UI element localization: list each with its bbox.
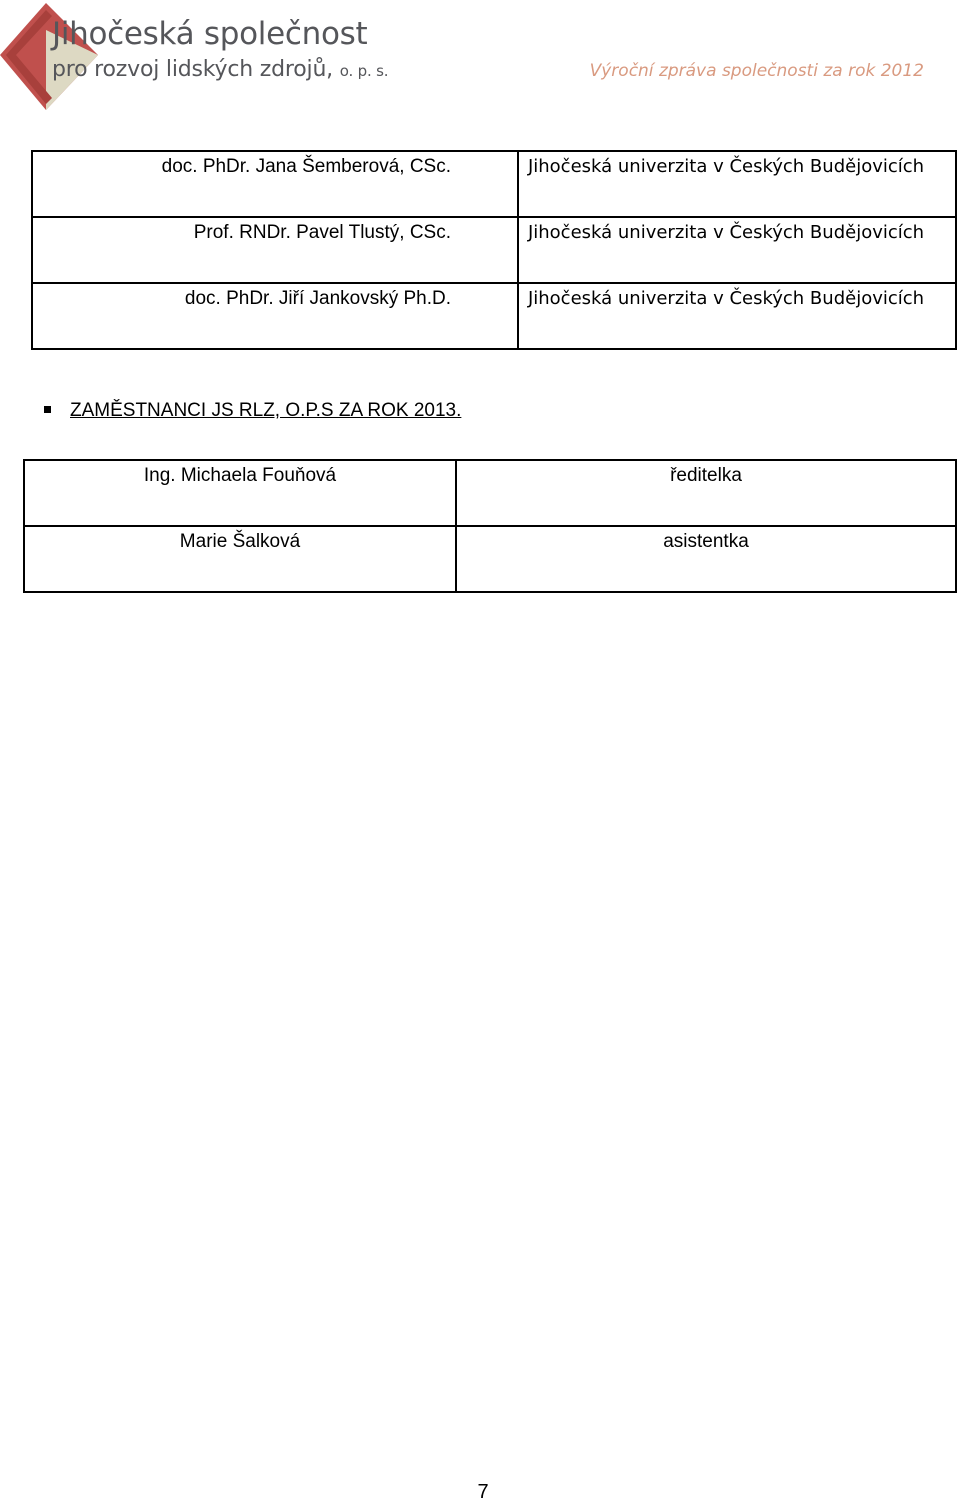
- org-legal-suffix: o. p. s.: [339, 62, 389, 80]
- square-bullet-icon: [44, 406, 51, 413]
- table-row: [24, 526, 956, 592]
- member-institution: Jihočeská univerzita v Českých Budějovicích: [518, 217, 956, 283]
- org-name-line2-text: pro rozvoj lidských zdrojů,: [52, 57, 333, 82]
- staff-heading-text: ZAMĚSTNANCI JS RLZ, O.P.S ZA ROK 2013.: [70, 400, 462, 421]
- organization-logo: [0, 0, 420, 118]
- staff-name: Marie Šalková: [24, 526, 456, 592]
- member-name: Prof. RNDr. Pavel Tlustý, CSc.: [32, 217, 518, 283]
- board-members-table: [31, 150, 957, 350]
- staff-name: Ing. Michaela Fouňová: [24, 460, 456, 526]
- table-row: [24, 460, 956, 526]
- table-row: [32, 151, 956, 217]
- staff-role: asistentka: [456, 526, 956, 592]
- staff-table: [23, 459, 957, 593]
- org-name-line1: Jihočeská společnost: [52, 16, 368, 52]
- table-row: [32, 217, 956, 283]
- report-title: Výroční zpráva společnosti za rok 2012: [589, 61, 924, 81]
- org-name-line2: [52, 57, 388, 82]
- page-number: 7: [477, 1481, 489, 1503]
- staff-role: ředitelka: [456, 460, 956, 526]
- table-row: [32, 283, 956, 349]
- member-name: doc. PhDr. Jiří Jankovský Ph.D.: [32, 283, 518, 349]
- member-institution: Jihočeská univerzita v Českých Budějovicích: [518, 151, 956, 217]
- member-name: doc. PhDr. Jana Šemberová, CSc.: [32, 151, 518, 217]
- member-institution: Jihočeská univerzita v Českých Budějovicích: [518, 283, 956, 349]
